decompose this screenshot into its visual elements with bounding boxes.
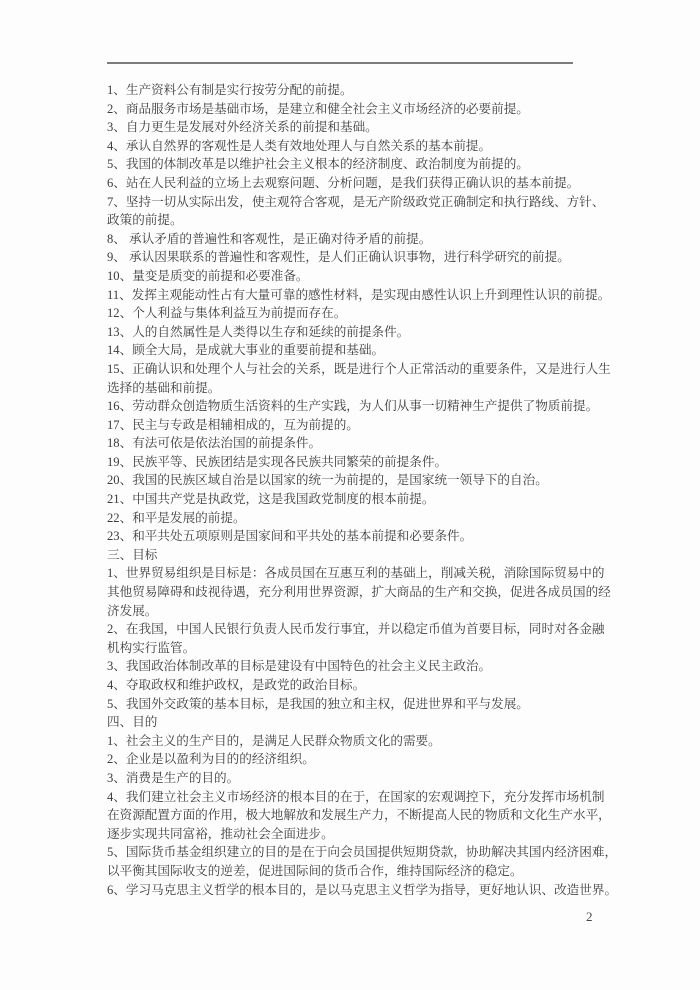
text-line: 济发展。 — [107, 603, 158, 618]
text-line: 5、我国外交政策的基本目标，是我国的独立和主权，促进世界和平与发展。 — [107, 696, 529, 711]
text-line: 1、生产资料公有制是实行按劳分配的前提。 — [107, 83, 353, 97]
text-line: 10、量变是质变的前提和必要准备。 — [107, 268, 309, 283]
text-line: 4、我们建立社会主义市场经济的根本目的在于，在国家的宏观调控下，充分发挥市场机制 — [107, 789, 605, 804]
text-line: 22、和平是发展的前提。 — [107, 510, 246, 525]
text-line: 11、发挥主观能动性占有大量可靠的感性材料，是实现由感性认识上升到理性认识的前提。 — [107, 287, 611, 302]
text-line: 5、我国的体制改革是以维护社会主义根本的经济制度、政治制度为前提的。 — [107, 157, 529, 172]
text-line: 选择的基础和前提。 — [107, 380, 221, 395]
text-line: 3、自力更生是发展对外经济关系的前提和基础。 — [107, 120, 378, 135]
text-line: 1、世界贸易组织是目标是：各成员国在互惠互利的基础上，削减关税，消除国际贸易中的 — [107, 566, 605, 581]
text-line: 23、和平共处五项原则是国家间和平共处的基本前提和必要条件。 — [107, 529, 473, 544]
text-line: 逐步实现共同富裕，推动社会全面进步。 — [107, 826, 334, 841]
section-heading: 四、目的 — [107, 715, 158, 730]
text-line: 13、人的自然属性是人类得以生存和延续的前提条件。 — [107, 324, 410, 339]
text-line: 2、在我国，中国人民银行负责人民币发行事宜，并以稳定币值为首要目标，同时对各金融 — [107, 622, 605, 637]
text-line: 8、 承认矛盾的普遍性和客观性，是正确对待矛盾的前提。 — [107, 231, 432, 246]
page-number: 2 — [586, 909, 593, 924]
text-line: 14、顾全大局，是成就大事业的重要前提和基础。 — [107, 343, 385, 358]
text-line: 21、中国共产党是执政党，这是我国政党制度的根本前提。 — [107, 492, 435, 507]
text-line: 18、有法可依是依法治国的前提条件。 — [107, 436, 322, 451]
text-line: 12、个人利益与集体利益互为前提而存在。 — [107, 306, 347, 321]
text-line: 3、我国政治体制改革的目标是建设有中国特色的社会主义民主政治。 — [107, 659, 492, 674]
text-line: 20、我国的民族区域自治是以国家的统一为前提的，是国家统一领导下的自治。 — [107, 473, 548, 488]
text-line: 19、民族平等、民族团结是实现各民族共同繁荣的前提条件。 — [107, 454, 448, 469]
text-line: 政策的前提。 — [107, 213, 183, 228]
text-line: 2、商品服务市场是基础市场，是建立和健全社会主义市场经济的必要前提。 — [107, 101, 529, 116]
text-line: 以平衡其国际收支的逆差，促进国际间的货币合作，维持国际经济的稳定。 — [107, 863, 523, 878]
text-line: 2、企业是以盈利为目的的经济组织。 — [107, 752, 315, 767]
text-line: 16、劳动群众创造物质生活资料的生产实践，为人们从事一切精神生产提供了物质前提。 — [107, 399, 599, 414]
text-line: 3、消费是生产的目的。 — [107, 770, 240, 785]
text-line: 15、正确认识和处理个人与社会的关系，既是进行个人正常活动的重要条件，又是进行人生 — [107, 361, 611, 376]
text-line: 4、承认自然界的客观性是人类有效地处理人与自然关系的基本前提。 — [107, 138, 492, 153]
text-line: 6、学习马克思主义哲学的根本目的，是以马克思主义哲学为指导，更好地认识、改造世界。 — [107, 882, 618, 897]
document-body — [107, 81, 623, 899]
text-line: 4、夺取政权和维护政权，是政党的政治目标。 — [107, 678, 366, 692]
text-line: 9、 承认因果联系的普遍性和客观性，是人们正确认识事物，进行科学研究的前提。 — [107, 250, 570, 265]
text-line: 1、社会主义的生产目的，是满足人民群众物质文化的需要。 — [107, 733, 441, 748]
text-line: 其他贸易障碍和歧视待遇，充分利用世界资源，扩大商品的生产和交换，促进各成员国的经 — [107, 585, 611, 600]
text-line: 机构实行监管。 — [107, 640, 196, 655]
text-line: 17、民主与专政是相辅相成的，互为前提的。 — [107, 417, 359, 432]
header-rule — [107, 62, 573, 64]
text-line: 7、坚持一切从实际出发，使主观符合客观，是无产阶级政党正确制定和执行路线、方针、 — [107, 194, 605, 209]
text-line: 6、站在人民利益的立场上去观察问题、分析问题，是我们获得正确认识的基本前提。 — [107, 175, 580, 190]
section-heading: 三、目标 — [107, 547, 158, 562]
text-line: 5、国际货币基金组织建立的目的是在于向会员国提供短期贷款，协助解决其国内经济困难， — [107, 845, 618, 860]
text-line: 在资源配置方面的作用，极大地解放和发展生产力，不断提高人民的物质和文化生产水平， — [107, 808, 611, 823]
